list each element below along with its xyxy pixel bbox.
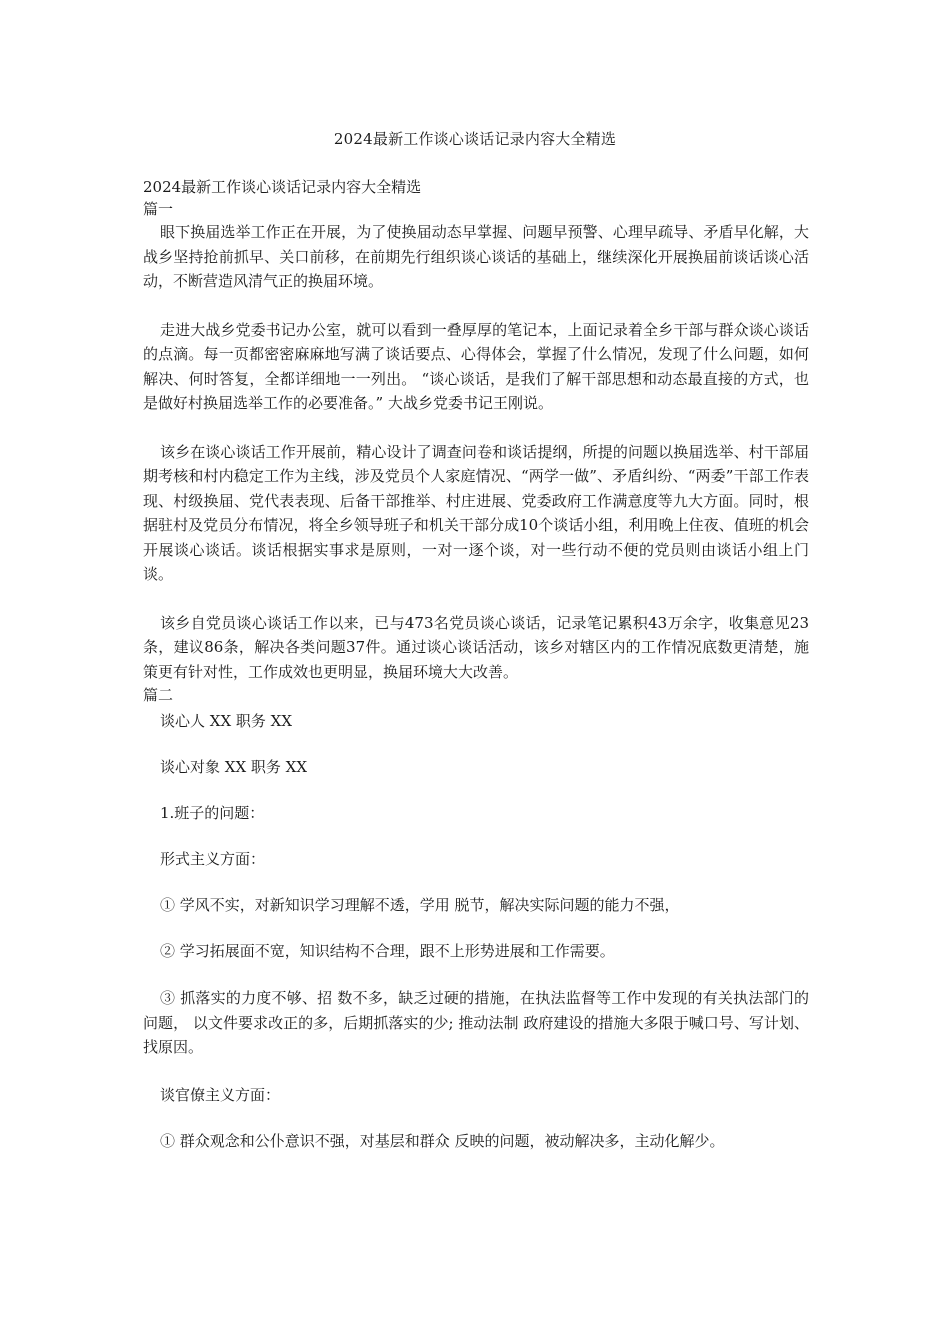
- bureaucracy-point: ① 群众观念和公仆意识不强，对基层和群众 反映的问题，被动解决多，主动化解少。: [160, 1131, 725, 1150]
- formalism-point: ③ 抓落实的力度不够、招 数不多，缺乏过硬的措施，在执法监督等工作中发现的有关执法部门的问题， 以文件要求改正的多，后期抓落实的少; 推动法制 政府建设的措施大多限于喊口号、写计划、找原因。: [143, 989, 809, 1056]
- bureaucracy-heading: 谈官僚主义方面：: [160, 1085, 281, 1104]
- paragraph: 该乡自党员谈心谈话工作以来，已与473名党员谈心谈话，记录笔记累积43万余字，收集意见23条，建议86条，解决各类问题37件。通过谈心谈话活动，该乡对辖区内的工作情况底数更清楚，施策更有针对性，工作成效也更明显，换届环境大大改善。: [143, 613, 809, 681]
- section-heading-1: 篇一: [143, 200, 174, 218]
- document-body: [143, 176, 809, 1152]
- formalism-point: ② 学习拓展面不宽，知识结构不合理，跟不上形势进展和工作需要。: [160, 942, 615, 960]
- section-heading-2: 篇二: [143, 686, 174, 704]
- formalism-heading: 形式主义方面：: [160, 850, 266, 868]
- target-line: 谈心对象 XX 职务 XX: [160, 758, 308, 776]
- talker-line: 谈心人 XX 职务 XX: [160, 712, 293, 730]
- paragraph: 眼下换届选举工作正在开展，为了使换届动态早掌握、问题早预警、心理早疏导、矛盾早化解，大战乡坚持抢前抓早、关口前移，在前期先行组织谈心谈话的基础上，继续深化开展换届前谈话谈心活动，不断营造风清气正的换届环境。: [143, 223, 809, 290]
- document-subtitle: 2024最新工作谈心谈话记录内容大全精选: [143, 178, 422, 196]
- item-heading: 1.班子的问题：: [160, 804, 265, 822]
- document-title: 2024最新工作谈心谈话记录内容大全精选: [333, 130, 617, 148]
- paragraph: 走进大战乡党委书记办公室，就可以看到一叠厚厚的笔记本，上面记录着全乡干部与群众谈心谈话的点滴。每一页都密密麻麻地写满了谈话要点、心得体会，掌握了什么情况，发现了什么问题，如何解决、何时答复，全都详细地一一列出。 “谈心谈话，是我们了解干部思想和动态最直接的方式，也是做好村换届选举工作的必要准备。” 大战乡党委书记王刚说。: [143, 320, 809, 412]
- formalism-point: ① 学风不实，对新知识学习理解不透，学用 脱节，解决实际问题的能力不强，: [160, 896, 680, 914]
- paragraph: 该乡在谈心谈话工作开展前，精心设计了调查问卷和谈话提纲，所提的问题以换届选举、村干部届期考核和村内稳定工作为主线，涉及党员个人家庭情况、“两学一做”、矛盾纠纷、“两委”干部工作表现、村级换届、党代表表现、后备干部推举、村庄进展、党委政府工作满意度等九大方面。同时，根据驻村及党员分布情况，将全乡领导班子和机关干部分成10个谈话小组，利用晚上住夜、值班的机会开展谈心谈话。谈话根据实事求是原则，一对一逐个谈，对一些行动不便的党员则由谈话小组上门谈。: [143, 442, 809, 583]
